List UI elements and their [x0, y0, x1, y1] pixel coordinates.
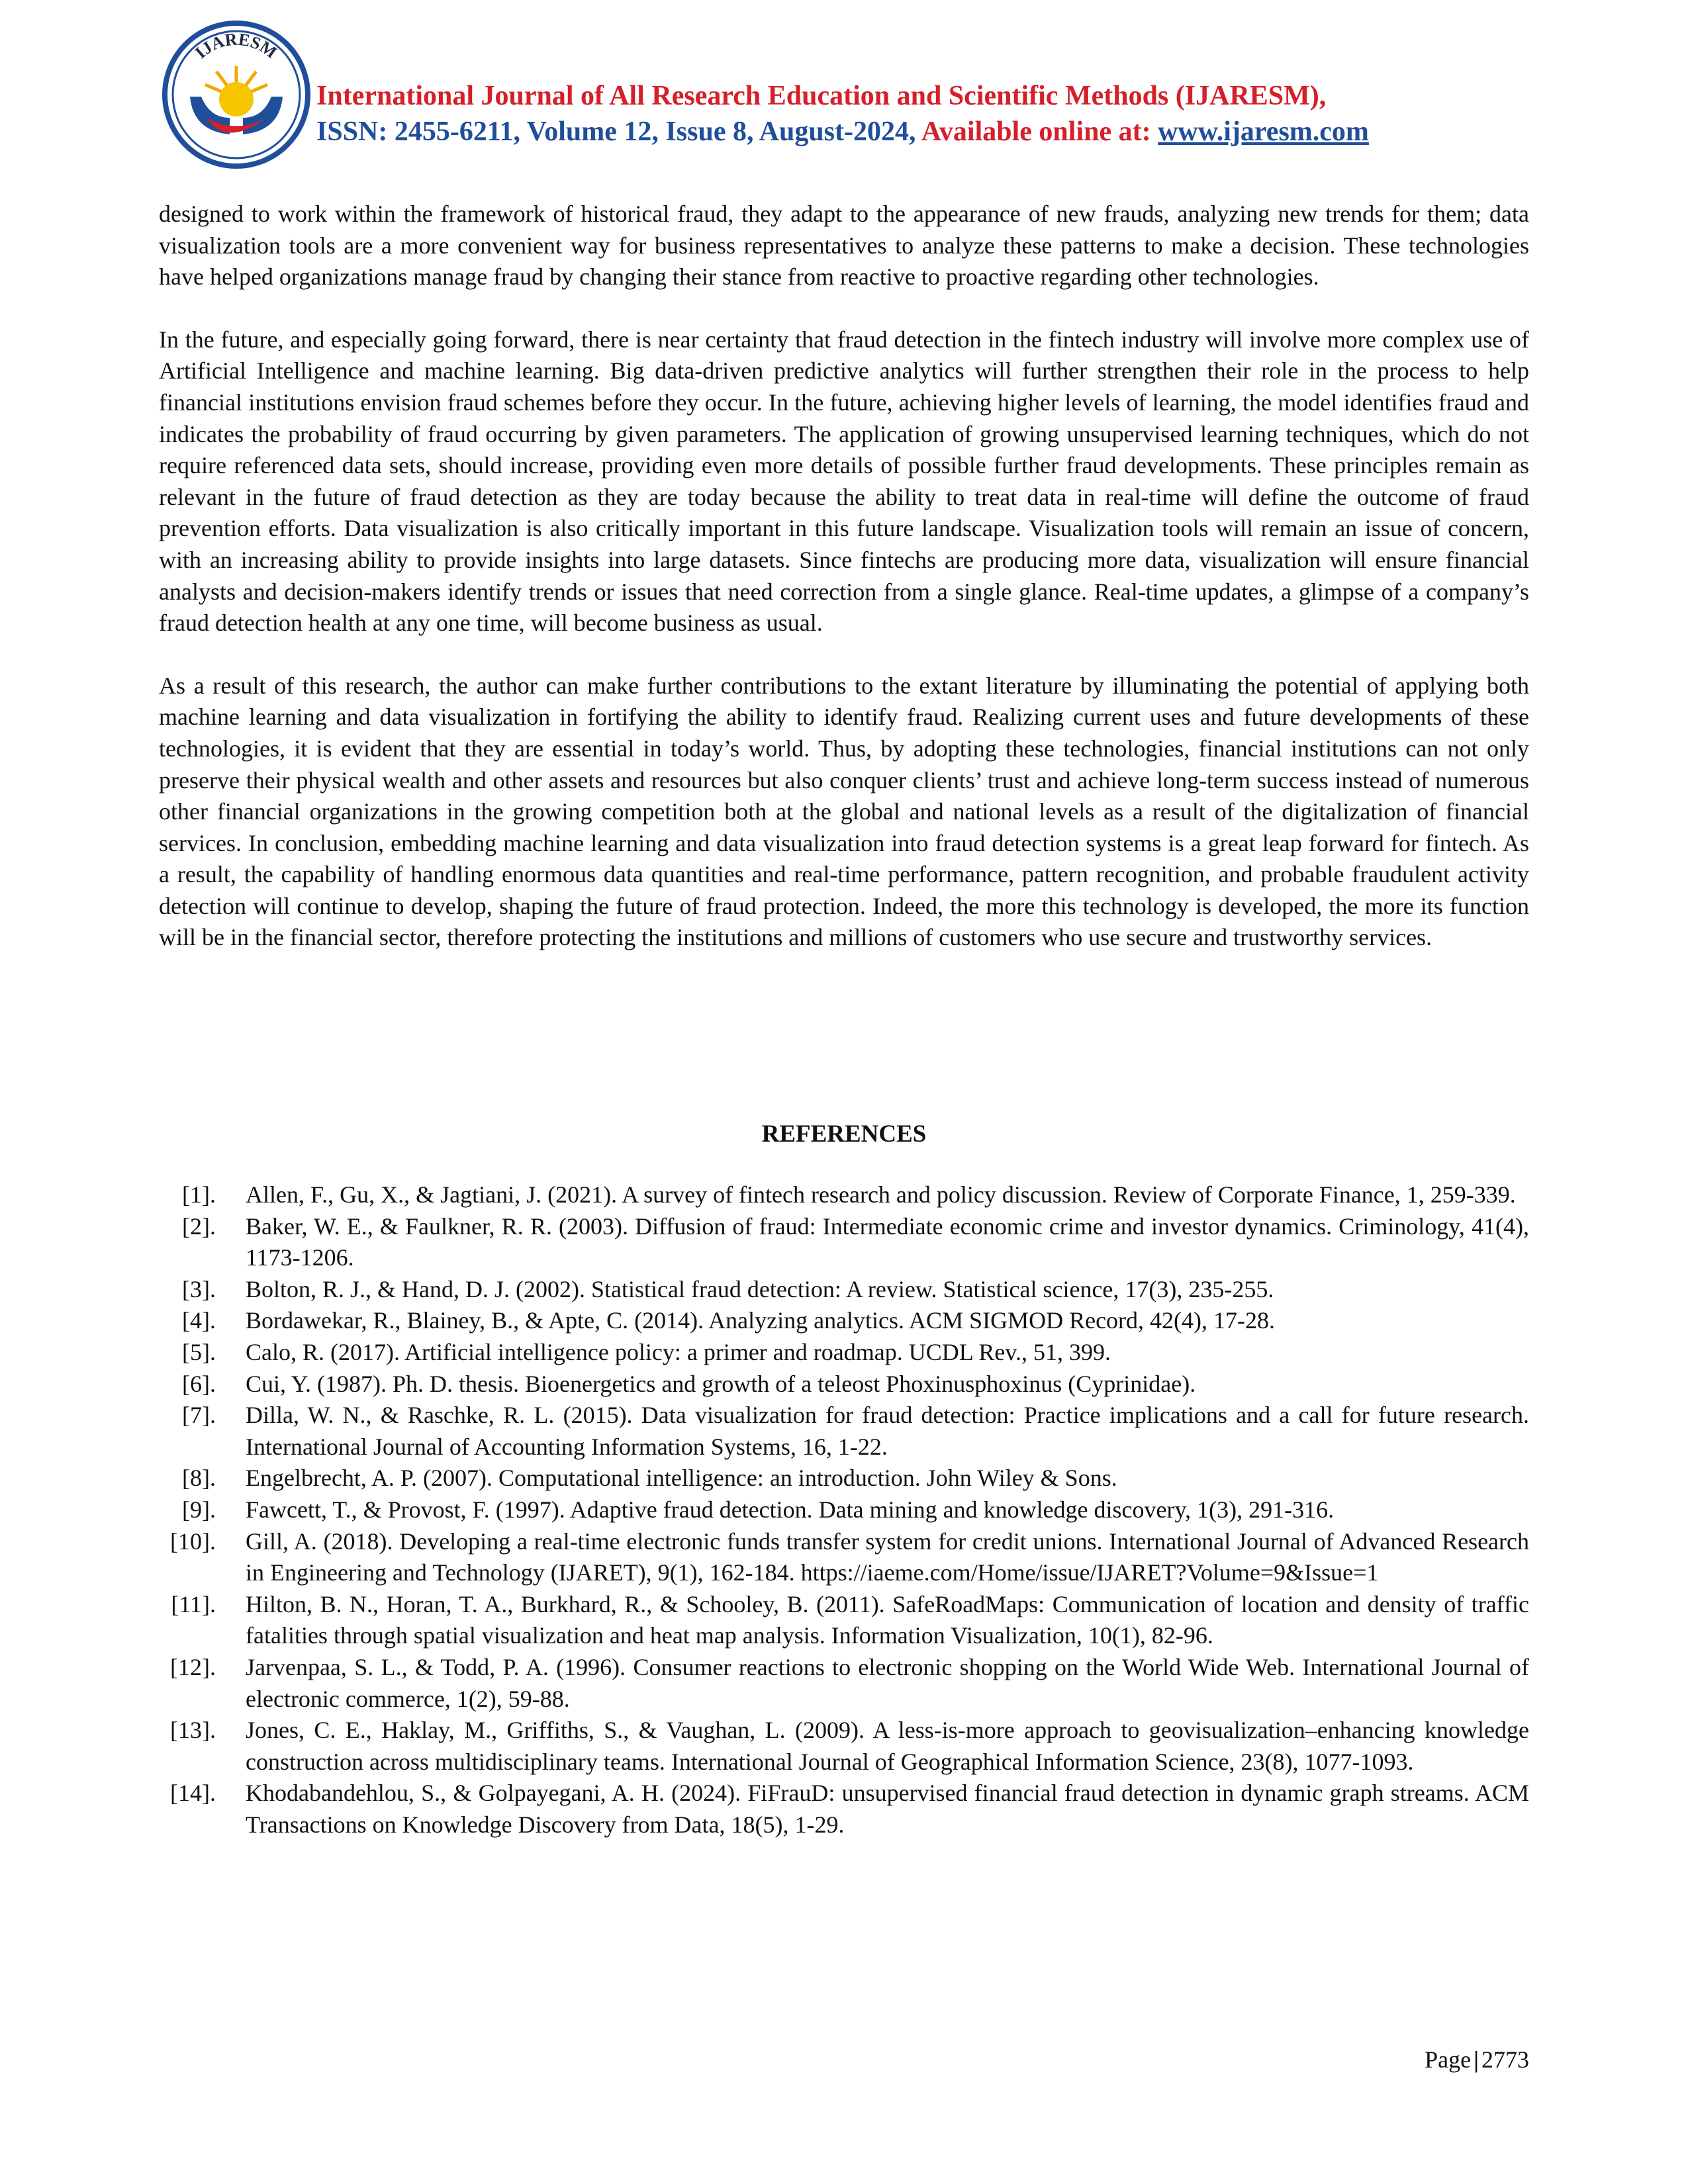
reference-text: Allen, F., Gu, X., & Jagtiani, J. (2021). A survey of fintech research and policy discussion. Review of Corporate Finance, 1, 259-339.: [246, 1181, 1516, 1208]
reference-item: [159, 1211, 1529, 1274]
reference-item: [159, 1400, 1529, 1463]
journal-logo: [160, 19, 312, 171]
body-text: [159, 199, 1529, 985]
page-label: Page: [1425, 2046, 1472, 2073]
paragraph: As a result of this research, the author can make further contributions to the extant literature by illuminating the potential of applying both machine learning and data visualization in fortifying the ability to identify fraud. Realizing current uses and future developments of these technologies, it is evident that they are essential in today’s world. Thus, by adopting these technologies, financial institutions can not only preserve their physical wealth and other assets and resources but also conquer clients’ trust and achieve long-term success instead of numerous other financial organizations in the growing competition both at the global and national levels as a result of the digitalization of financial services. In conclusion, embedding machine learning and data visualization into fraud detection systems is a great leap forward for fintech. As a result, the capability of handling enormous data quantities and real-time performance, pattern recognition, and probable fraudulent activity detection will continue to develop, shaping the future of fraud protection. Indeed, the more this technology is developed, the more its function will be in the financial sector, therefore protecting the institutions and millions of customers who use secure and trustworthy services.: [159, 672, 1529, 951]
reference-item: [159, 1369, 1529, 1400]
reference-number: [5].: [182, 1338, 216, 1365]
reference-item: [159, 1179, 1529, 1211]
reference-number: [13].: [170, 1717, 216, 1744]
reference-number: [8].: [182, 1465, 216, 1492]
journal-issn-line: [316, 114, 1369, 150]
reference-number: [9].: [182, 1496, 216, 1523]
page-number: 2773: [1481, 2046, 1529, 2073]
reference-text: Fawcett, T., & Provost, F. (1997). Adaptive fraud detection. Data mining and knowledge discovery, 1(3), 291-316.: [246, 1496, 1335, 1523]
footer-separator: |: [1474, 2046, 1479, 2073]
reference-text: Baker, W. E., & Faulkner, R. R. (2003). Diffusion of fraud: Intermediate economic crime and investor dynamics. Criminology, 41(4), 1173-1206.: [246, 1212, 1529, 1271]
reference-number: [10].: [170, 1527, 216, 1555]
reference-number: [14].: [170, 1780, 216, 1807]
journal-website-link[interactable]: www.ijaresm.com: [1158, 116, 1369, 147]
paragraph: designed to work within the framework of historical fraud, they adapt to the appearance of new frauds, analyzing new trends for them; data visualization tools are a more convenient way for business representatives to analyze these patterns to make a decision. These technologies have helped organizations manage fraud by changing their stance from reactive to proactive regarding other technologies.: [159, 201, 1529, 291]
reference-item: [159, 1526, 1529, 1589]
reference-item: [159, 1337, 1529, 1369]
references-list: [159, 1179, 1529, 1841]
reference-item: [159, 1778, 1529, 1841]
reference-item: [159, 1652, 1529, 1715]
journal-name: International Journal of All Research Education and Scientific Methods (IJARESM),: [316, 81, 1327, 111]
references-heading: REFERENCES: [761, 1120, 927, 1148]
reference-number: [11].: [171, 1590, 216, 1617]
reference-text: Jones, C. E., Haklay, M., Griffiths, S., & Vaughan, L. (2009). A less-is-more approach to geovisualization–enhancing knowledge construction across multidisciplinary teams. International Journal of Geographical Information Science, 23(8), 1077-1093.: [246, 1717, 1529, 1775]
reference-text: Bordawekar, R., Blainey, B., & Apte, C. (2014). Analyzing analytics. ACM SIGMOD Record, 42(4), 17-28.: [246, 1307, 1276, 1334]
issn-text: ISSN: 2455-6211, Volume 12, Issue 8, August-2024,: [316, 116, 916, 147]
paragraph: In the future, and especially going forward, there is near certainty that fraud detection in the fintech industry will involve more complex use of Artificial Intelligence and machine learning. Big data-driven predictive analytics will further strengthen their role in the process to help financial institutions envision fraud schemes before they occur. In the future, achieving higher levels of learning, the model identifies fraud and indicates the probability of fraud occurring by given parameters. The application of growing unsupervised learning techniques, which do not require referenced data sets, should increase, providing even more details of possible further fraud developments. These principles remain as relevant in the future of fraud detection as they are today because the ability to treat data in real-time will define the outcome of fraud prevention efforts. Data visualization is also critically important in this future landscape. Visualization tools will remain an issue of concern, with an increasing ability to provide insights into large datasets. Since fintechs are producing more data, visualization will ensure financial analysts and decision-makers identify trends or issues that need correction from a single glance. Real-time updates, a glimpse of a company’s fraud detection health at any one time, will become business as usual.: [159, 326, 1529, 637]
reference-number: [4].: [182, 1307, 216, 1334]
page-footer: [1425, 2044, 1529, 2075]
svg-text:IJARESM: IJARESM: [191, 29, 281, 63]
reference-text: Hilton, B. N., Horan, T. A., Burkhard, R., & Schooley, B. (2011). SafeRoadMaps: Communication of location and density of traffic fatalities through spatial visualization and heat map analysis. Information Visualization, 10(1), 82-96.: [246, 1590, 1529, 1649]
reference-number: [3].: [182, 1275, 216, 1302]
reference-item: [159, 1463, 1529, 1494]
reference-text: Engelbrecht, A. P. (2007). Computational intelligence: an introduction. John Wiley & Sons.: [246, 1465, 1117, 1492]
reference-number: [2].: [182, 1212, 216, 1240]
reference-number: [7].: [182, 1402, 216, 1429]
reference-text: Calo, R. (2017). Artificial intelligence policy: a primer and roadmap. UCDL Rev., 51, 399.: [246, 1338, 1111, 1365]
reference-text: Bolton, R. J., & Hand, D. J. (2002). Statistical fraud detection: A review. Statistical science, 17(3), 235-255.: [246, 1275, 1274, 1302]
reference-text: Dilla, W. N., & Raschke, R. L. (2015). Data visualization for fraud detection: Practice implications and a call for future research. International Journal of Accounting Information Systems, 16, 1-22.: [246, 1402, 1529, 1460]
reference-item: [159, 1494, 1529, 1526]
reference-number: [1].: [182, 1181, 216, 1208]
reference-number: [12].: [170, 1653, 216, 1680]
reference-text: Cui, Y. (1987). Ph. D. thesis. Bioenergetics and growth of a teleost Phoxinusphoxinus (Cyprinidae).: [246, 1370, 1196, 1397]
journal-header: [316, 78, 1369, 150]
available-online-label: Available online at:: [921, 116, 1151, 147]
reference-text: Gill, A. (2018). Developing a real-time electronic funds transfer system for credit unions. International Journal of Advanced Research in Engineering and Technology (IJARET), 9(1), 162-184. https://iaeme.com/Home/issue/IJARET?Volume=9&Issue=1: [246, 1527, 1529, 1586]
reference-text: Khodabandehlou, S., & Golpayegani, A. H. (2024). FiFrauD: unsupervised financial fraud detection in dynamic graph streams. ACM Transactions on Knowledge Discovery from Data, 18(5), 1-29.: [246, 1780, 1529, 1838]
reference-item: [159, 1274, 1529, 1306]
reference-number: [6].: [182, 1370, 216, 1397]
journal-seal-icon: [160, 19, 312, 171]
reference-item: [159, 1589, 1529, 1652]
reference-item: [159, 1715, 1529, 1778]
reference-item: [159, 1305, 1529, 1337]
reference-text: Jarvenpaa, S. L., & Todd, P. A. (1996). Consumer reactions to electronic shopping on the World Wide Web. International Journal of electronic commerce, 1(2), 59-88.: [246, 1653, 1529, 1712]
